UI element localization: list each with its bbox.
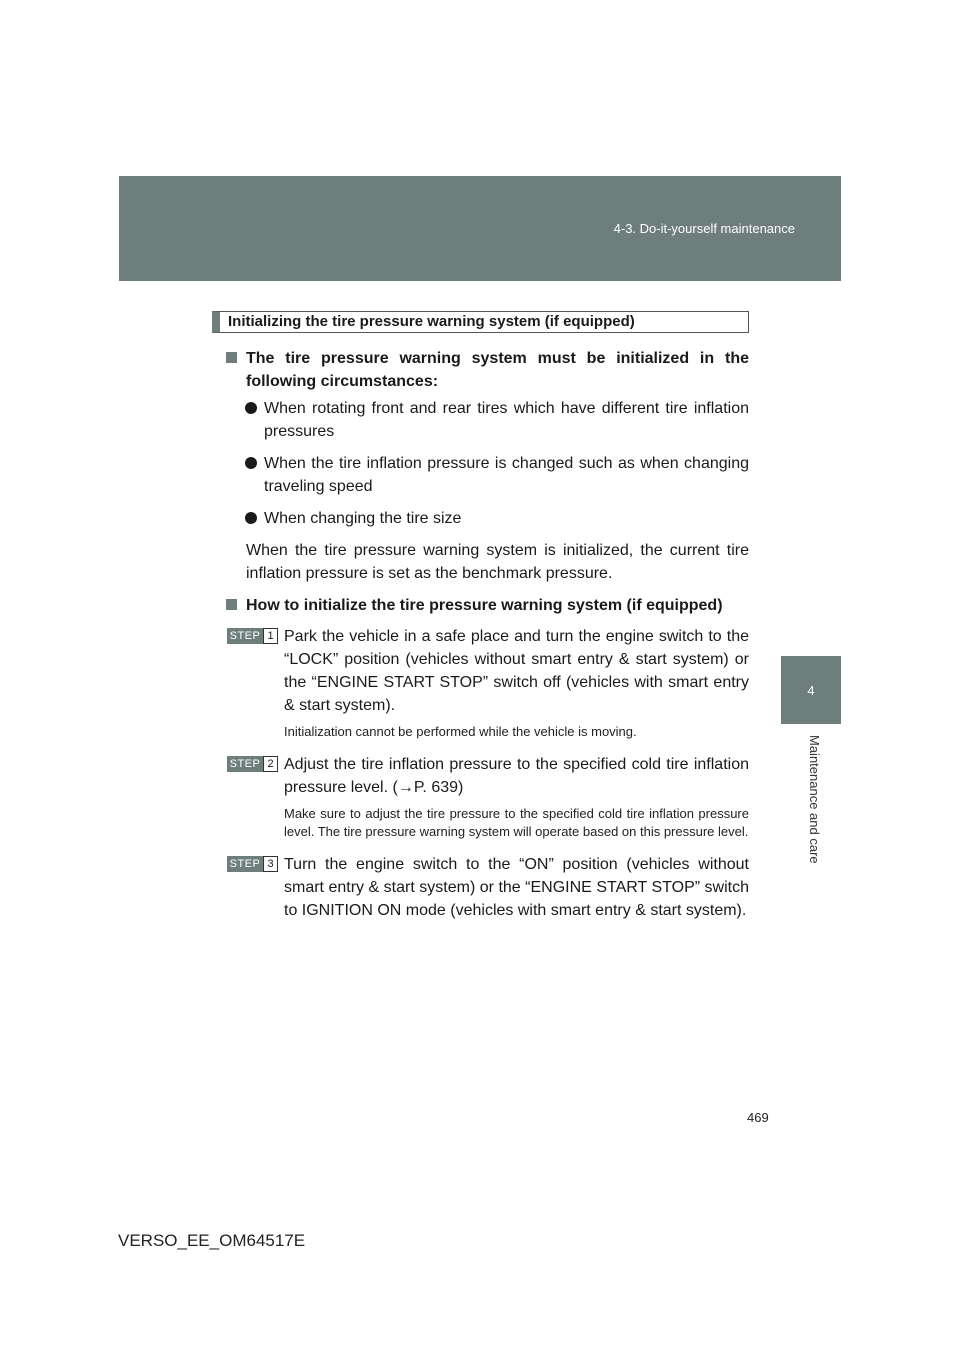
benchmark-paragraph: When the tire pressure warning system is initialized, the current tire inflation pressure is set as the benchmark pressure. <box>246 542 749 582</box>
list-item-text: When rotating front and rear tires which have different tire inflation pressures <box>264 400 749 440</box>
chapter-title: Maintenance and care <box>807 735 822 864</box>
step-text: Adjust the tire inflation pressure to the specified cold tire inflation pressure level. (→P. 639) <box>284 756 749 796</box>
list-item <box>212 397 749 443</box>
step-label: STEP <box>227 756 263 772</box>
step-number: 3 <box>263 856 278 872</box>
circle-bullet-icon <box>245 402 257 414</box>
step-1 <box>212 625 749 741</box>
document-code: VERSO_EE_OM64517E <box>118 1231 306 1250</box>
main-content <box>212 311 749 922</box>
square-bullet-icon <box>226 599 237 610</box>
circle-bullet-icon <box>245 457 257 469</box>
list-item <box>212 507 749 530</box>
step-2 <box>212 753 749 841</box>
step-badge <box>227 628 278 644</box>
chapter-tab[interactable] <box>781 656 841 724</box>
step-note: Make sure to adjust the tire pressure to the specified cold tire inflation pressure level. The tire pressure warning system will operate based on this pressure level. <box>284 806 749 839</box>
step-text: Park the vehicle in a safe place and turn the engine switch to the “LOCK” position (vehicles without smart entry & start system) or the “ENGINE START STOP” switch off (vehicles with smart entry & start system). <box>284 628 749 714</box>
chapter-number: 4 <box>807 682 815 698</box>
list-item <box>212 452 749 498</box>
step-3 <box>212 853 749 922</box>
page-number: 469 <box>747 1110 769 1125</box>
step-number: 1 <box>263 628 278 644</box>
step-text: Turn the engine switch to the “ON” position (vehicles without smart entry & start system) or the “ENGINE START STOP” switch to IGNITION ON mode (vehicles with smart entry & start system). <box>284 856 749 919</box>
step-label: STEP <box>227 856 263 872</box>
list-item-text: When changing the tire size <box>264 510 462 527</box>
sub-heading-text: How to initialize the tire pressure warning system (if equipped) <box>246 597 723 614</box>
step-number: 2 <box>263 756 278 772</box>
section-heading: Initializing the tire pressure warning system (if equipped) <box>212 311 749 333</box>
section-title: 4-3. Do-it-yourself maintenance <box>613 221 795 236</box>
square-bullet-icon <box>226 352 237 363</box>
step-badge <box>227 756 278 772</box>
step-label: STEP <box>227 628 263 644</box>
sub-heading-circumstances <box>212 347 749 393</box>
circle-bullet-icon <box>245 512 257 524</box>
header-band <box>119 176 841 281</box>
step-badge <box>227 856 278 872</box>
circumstance-list <box>212 397 749 530</box>
step-note: Initialization cannot be performed while the vehicle is moving. <box>284 724 637 739</box>
list-item-text: When the tire inflation pressure is changed such as when changing traveling speed <box>264 455 749 495</box>
sub-heading-how-to <box>212 594 749 617</box>
sub-heading-text: The tire pressure warning system must be initialized in the following circumstances: <box>246 350 749 390</box>
